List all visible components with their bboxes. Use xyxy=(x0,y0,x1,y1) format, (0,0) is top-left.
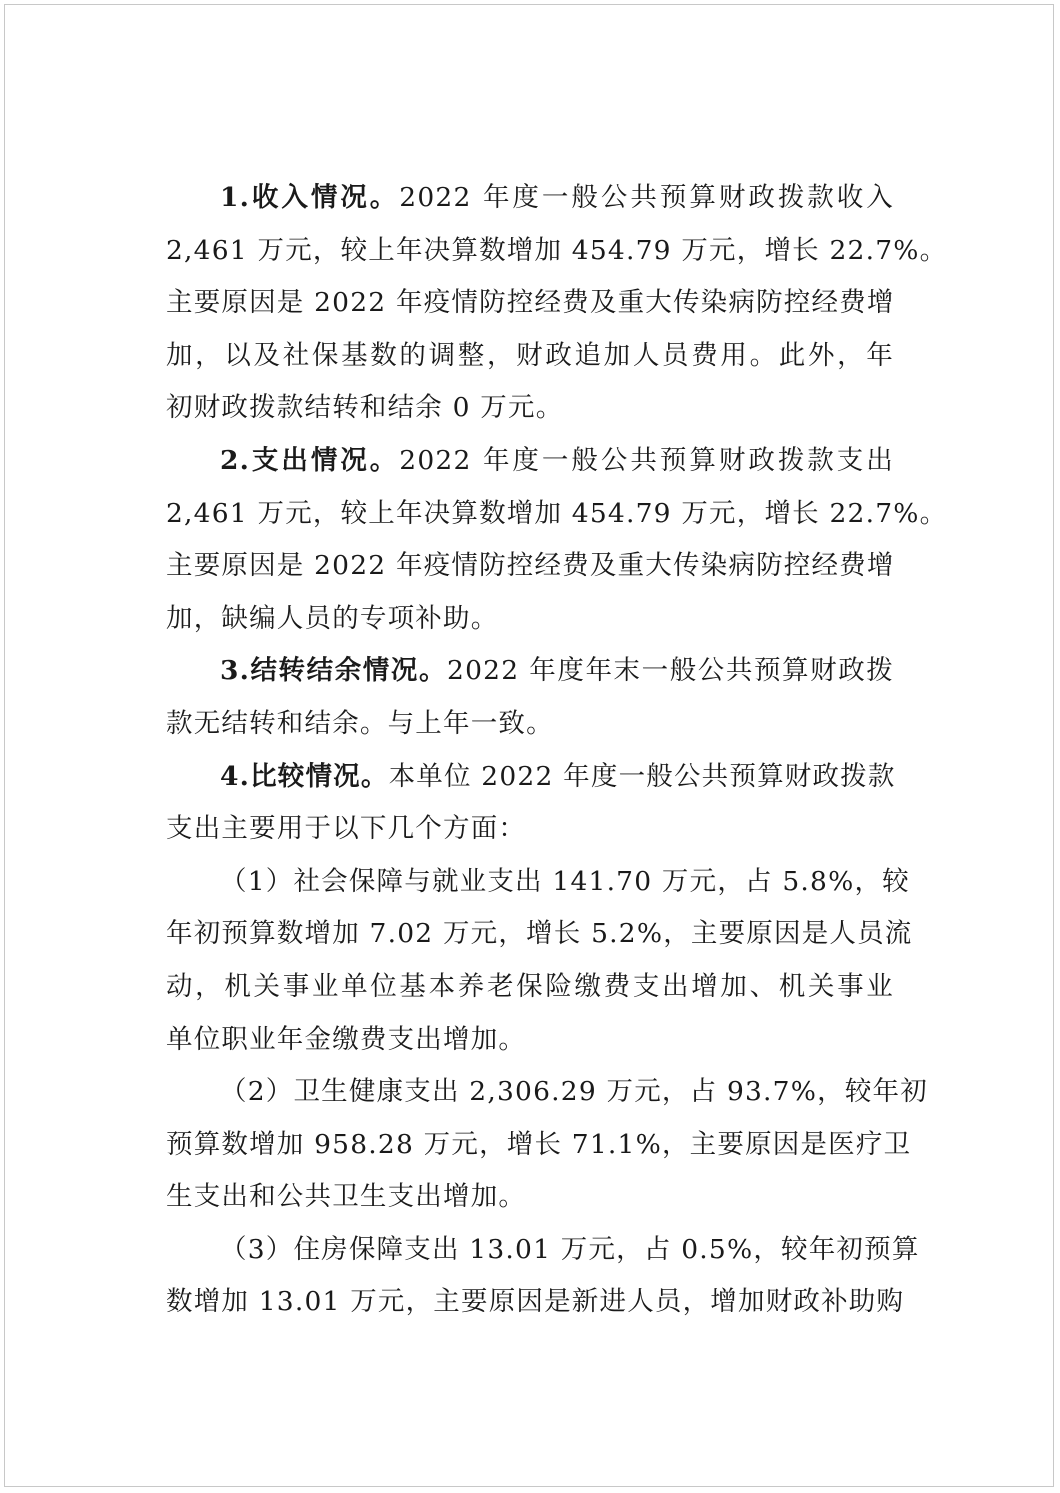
section-heading: 4.比较情况。 xyxy=(220,760,389,792)
section-comparison xyxy=(166,751,894,856)
section-heading: 1.收入情况。 xyxy=(220,182,400,213)
text-line: 动，机关事业单位基本养老保险缴费支出增加、机关事业 xyxy=(166,970,894,1002)
text-line: （3）住房保障支出 13.01 万元，占 0.5%，较年初预算 xyxy=(220,1233,920,1265)
text-line: 2022 年度一般公共预算财政拨款支出 xyxy=(399,444,894,476)
text-line: 主要原因是 2022 年疫情防控经费及重大传染病防控经费增 xyxy=(166,550,895,582)
item-social-security xyxy=(166,856,913,1066)
text-line: 2,461 万元，较上年决算数增加 454.79 万元，增长 22.7%。 xyxy=(166,497,948,529)
section-heading: 3.结转结余情况。 xyxy=(220,655,448,687)
section-heading: 2.支出情况。 xyxy=(220,444,400,476)
document-body xyxy=(166,172,948,1329)
text-line: 生支出和公共卫生支出增加。 xyxy=(166,1181,527,1213)
text-line: 支出主要用于以下几个方面： xyxy=(166,813,527,845)
text-line: 年初预算数增加 7.02 万元，增长 5.2%，主要原因是人员流 xyxy=(166,918,913,950)
item-health xyxy=(166,1066,928,1224)
item-housing xyxy=(166,1224,920,1329)
text-line: 本单位 2022 年度一般公共预算财政拨款 xyxy=(388,760,896,792)
text-line: （2）卫生健康支出 2,306.29 万元，占 93.7%，较年初 xyxy=(220,1076,928,1108)
text-line: 2022 年度一般公共预算财政拨款收入 xyxy=(399,182,894,213)
text-line: 预算数增加 958.28 万元，增长 71.1%，主要原因是医疗卫 xyxy=(166,1128,912,1160)
text-line: （1）社会保障与就业支出 141.70 万元，占 5.8%，较 xyxy=(220,865,910,897)
text-line: 数增加 13.01 万元，主要原因是新进人员，增加财政补助购 xyxy=(166,1286,905,1318)
text-line: 2,461 万元，较上年决算数增加 454.79 万元，增长 22.7%。 xyxy=(166,234,948,266)
text-line: 款无结转和结余。与上年一致。 xyxy=(166,707,554,739)
text-line: 加，以及社保基数的调整，财政追加人员费用。此外，年 xyxy=(166,339,894,371)
text-line: 主要原因是 2022 年疫情防控经费及重大传染病防控经费增 xyxy=(166,287,895,319)
section-carryover xyxy=(166,645,894,750)
section-income xyxy=(166,172,948,435)
text-line: 初财政拨款结转和结余 0 万元。 xyxy=(166,392,564,424)
text-line: 加，缺编人员的专项补助。 xyxy=(166,602,499,634)
text-line: 单位职业年金缴费支出增加。 xyxy=(166,1023,527,1055)
text-line: 2022 年度年末一般公共预算财政拨 xyxy=(447,655,895,687)
section-expenditure xyxy=(166,435,948,645)
